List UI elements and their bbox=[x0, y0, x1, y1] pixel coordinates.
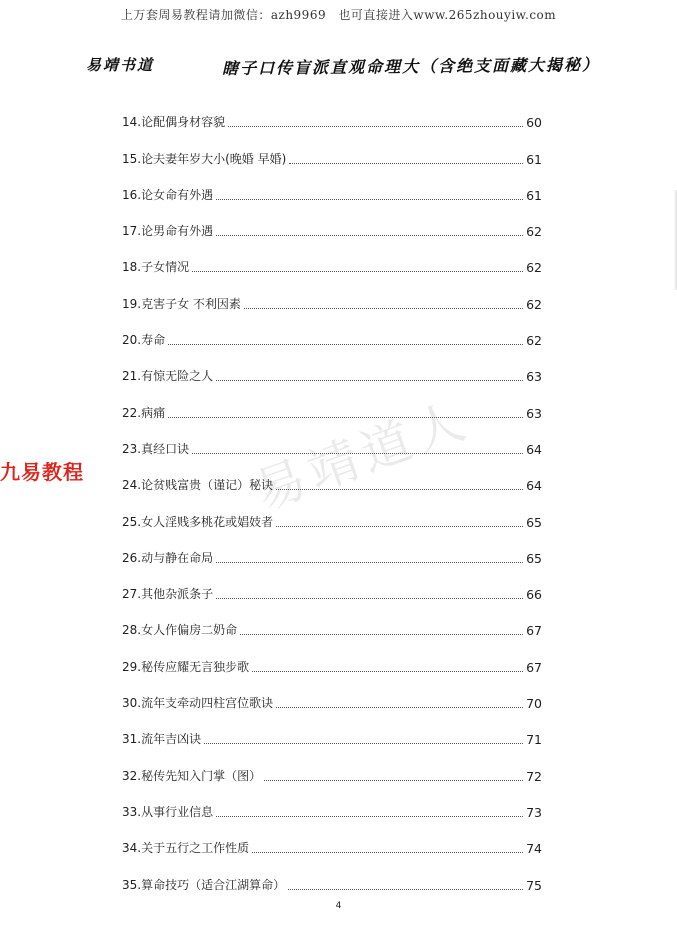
toc-entry bbox=[122, 457, 542, 493]
toc-entry-page: 62 bbox=[526, 260, 542, 276]
toc-entry-page: 74 bbox=[526, 841, 542, 857]
toc-entry bbox=[122, 348, 542, 384]
toc-leader-dots bbox=[216, 235, 523, 236]
toc-leader-dots bbox=[216, 598, 523, 599]
toc-entry-page: 61 bbox=[526, 187, 542, 203]
toc-leader-dots bbox=[276, 707, 523, 708]
toc-leader-dots bbox=[288, 889, 523, 890]
watermark: 易靖道人 bbox=[247, 390, 478, 522]
toc-entry-title: 21.有惊无险之人 bbox=[122, 369, 214, 384]
toc-entry-title: 25.女人淫贱多桃花或娼妓者 bbox=[122, 514, 274, 529]
toc-entry-page: 65 bbox=[526, 514, 542, 530]
toc-entry-page: 70 bbox=[526, 696, 542, 712]
toc-entry bbox=[122, 602, 542, 638]
toc-entry bbox=[122, 784, 542, 820]
toc-entry bbox=[122, 421, 542, 457]
toc-entry bbox=[122, 312, 542, 348]
toc-entry-page: 67 bbox=[526, 623, 542, 639]
toc-entry-title: 34.关于五行之工作性质 bbox=[122, 841, 250, 856]
toc-entry-title: 33.从事行业信息 bbox=[122, 804, 214, 819]
toc-entry bbox=[122, 203, 542, 239]
toc-leader-dots bbox=[252, 671, 523, 672]
toc-entry bbox=[122, 239, 542, 275]
toc-entry bbox=[122, 530, 542, 566]
toc-entry-page: 65 bbox=[526, 550, 542, 566]
toc-leader-dots bbox=[289, 163, 523, 164]
toc-entry-page: 63 bbox=[526, 405, 542, 421]
toc-leader-dots bbox=[216, 562, 523, 563]
toc-entry-page: 73 bbox=[526, 804, 542, 820]
toc-entry bbox=[122, 493, 542, 529]
toc-entry bbox=[122, 711, 542, 747]
toc-entry-page: 64 bbox=[526, 441, 542, 457]
toc-entry-title: 16.论女命有外遇 bbox=[122, 187, 214, 202]
toc-entry-title: 27.其他杂派条子 bbox=[122, 587, 214, 602]
toc-entry bbox=[122, 820, 542, 856]
toc-leader-dots bbox=[228, 126, 523, 127]
toc-entry bbox=[122, 130, 542, 166]
toc-leader-dots bbox=[216, 199, 523, 200]
toc-entry-title: 19.克害子女 不利因素 bbox=[122, 296, 241, 311]
toc-leader-dots bbox=[276, 489, 523, 490]
toc-leader-dots bbox=[216, 380, 523, 381]
toc-entry-page: 71 bbox=[526, 732, 542, 748]
toc-entry-page: 62 bbox=[526, 224, 542, 240]
banner-website-text: 也可直接进入www.265zhouyiw.com bbox=[338, 8, 557, 22]
toc-entry-page: 64 bbox=[526, 478, 542, 494]
toc-entry-title: 32.秘传先知入门掌（图） bbox=[122, 768, 262, 783]
toc-leader-dots bbox=[264, 780, 523, 781]
toc-entry bbox=[122, 275, 542, 311]
toc-entry bbox=[122, 638, 542, 674]
toc-leader-dots bbox=[192, 453, 523, 454]
toc-leader-dots bbox=[252, 852, 523, 853]
toc-entry-page: 62 bbox=[526, 296, 542, 312]
toc-leader-dots bbox=[168, 417, 523, 418]
top-banner bbox=[0, 6, 677, 23]
toc-entry-title: 26.动与静在命局 bbox=[122, 550, 214, 565]
toc-entry-title: 24.论贫贱富贵（谨记）秘诀 bbox=[122, 478, 274, 493]
page-number: 4 bbox=[335, 901, 342, 911]
toc-leader-dots bbox=[204, 743, 523, 744]
toc-entry-page: 72 bbox=[526, 768, 542, 784]
toc-leader-dots bbox=[168, 344, 523, 345]
banner-wechat-text: 上万套周易教程请加微信：azh9969 bbox=[120, 8, 327, 22]
toc-entry-title: 28.女人作偏房二奶命 bbox=[122, 623, 238, 638]
toc-entry-page: 66 bbox=[526, 587, 542, 603]
toc-entry-title: 35.算命技巧（适合江湖算命） bbox=[122, 877, 286, 892]
header-right-title: 瞎子口传盲派直观命理大（含绝支面藏大揭秘） bbox=[221, 55, 601, 78]
toc-entry-title: 30.流年支牵动四柱宫位歌诀 bbox=[122, 696, 274, 711]
toc-entry-title: 20.寿命 bbox=[122, 333, 166, 348]
toc-entry-title: 23.真经口诀 bbox=[122, 441, 190, 456]
toc-leader-dots bbox=[240, 634, 523, 635]
toc-entry-title: 31.流年吉凶诀 bbox=[122, 732, 202, 747]
header-left-title: 易靖书道 bbox=[86, 56, 155, 74]
toc-entry-page: 61 bbox=[526, 151, 542, 167]
toc-entry-page: 67 bbox=[526, 659, 542, 675]
toc-entry-title: 29.秘传应耀无言独步歌 bbox=[122, 659, 250, 674]
toc-leader-dots bbox=[276, 526, 523, 527]
side-brand-label: 九易教程 bbox=[0, 460, 84, 484]
table-of-contents bbox=[122, 94, 542, 893]
toc-entry-title: 18.子女情况 bbox=[122, 260, 190, 275]
toc-entry-title: 14.论配偶身材容貌 bbox=[122, 115, 226, 130]
toc-leader-dots bbox=[192, 271, 523, 272]
toc-entry-title: 15.论夫妻年岁大小(晚婚 早婚) bbox=[122, 151, 287, 166]
toc-entry-title: 17.论男命有外遇 bbox=[122, 224, 214, 239]
toc-entry bbox=[122, 167, 542, 203]
toc-entry-page: 60 bbox=[526, 115, 542, 131]
toc-entry-title: 22.病痛 bbox=[122, 405, 166, 420]
toc-entry bbox=[122, 856, 542, 892]
toc-entry-page: 75 bbox=[526, 877, 542, 893]
toc-leader-dots bbox=[216, 816, 523, 817]
toc-entry bbox=[122, 384, 542, 420]
toc-entry bbox=[122, 94, 542, 130]
toc-leader-dots bbox=[244, 308, 523, 309]
toc-entry bbox=[122, 747, 542, 783]
toc-entry bbox=[122, 675, 542, 711]
toc-entry-page: 62 bbox=[526, 333, 542, 349]
toc-entry bbox=[122, 566, 542, 602]
toc-entry-page: 63 bbox=[526, 369, 542, 385]
